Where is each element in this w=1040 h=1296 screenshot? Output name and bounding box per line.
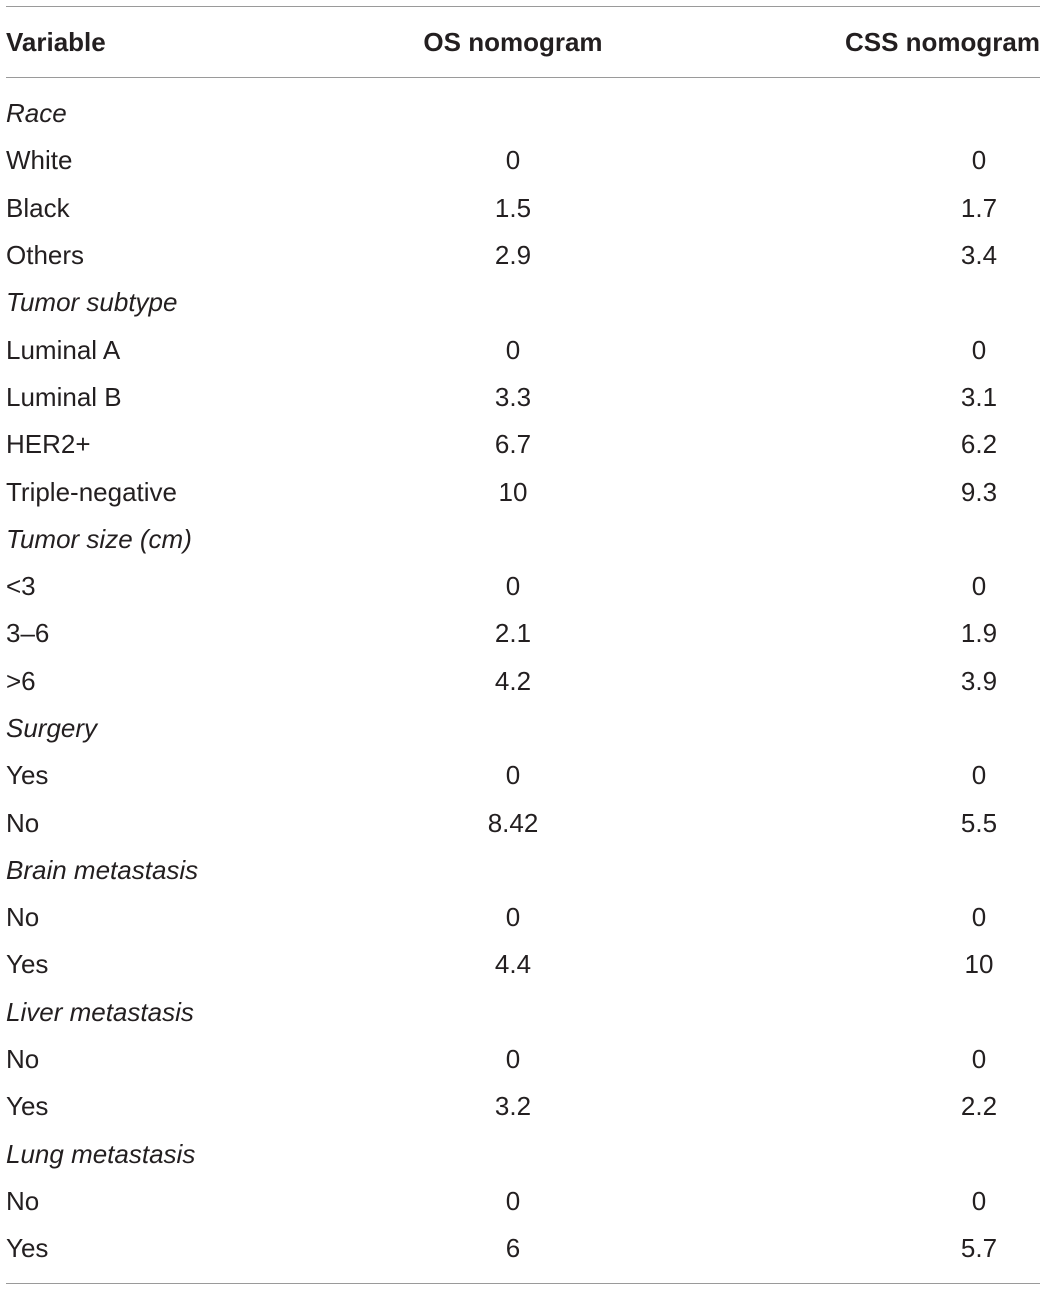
variable-label: 3–6 [6, 618, 50, 649]
variable-label: <3 [6, 571, 36, 602]
table-group-row [6, 279, 1040, 326]
os-points-cell: 0 [505, 1044, 521, 1075]
css-points-cell: 1.7 [960, 192, 998, 223]
table-group-row [6, 516, 1040, 563]
os-points-cell: 2.1 [494, 618, 532, 649]
css-points-cell: 1.9 [960, 618, 998, 649]
table-group-row [6, 1131, 1040, 1178]
css-points-cell: 9.3 [960, 476, 998, 507]
table-row [6, 610, 1040, 657]
group-label: Liver metastasis [6, 996, 194, 1027]
css-points-cell: 3.1 [960, 381, 998, 412]
css-points-cell: 3.4 [960, 240, 998, 271]
table-row [6, 137, 1040, 184]
nomogram-points-table [6, 6, 1040, 1284]
group-label: Tumor subtype [6, 287, 178, 318]
table-row [6, 894, 1040, 941]
css-points-cell: 2.2 [960, 1091, 998, 1122]
css-points-cell: 0 [971, 902, 987, 933]
variable-label: Yes [6, 1091, 49, 1122]
table-row [6, 941, 1040, 988]
variable-label: Luminal A [6, 334, 121, 365]
variable-label: No [6, 807, 40, 838]
css-points-cell: 0 [971, 760, 987, 791]
table-row [6, 468, 1040, 515]
css-points-cell: 0 [971, 1185, 987, 1216]
os-points-cell: 2.9 [494, 240, 532, 271]
os-points-cell: 0 [505, 571, 521, 602]
css-points-cell: 0 [971, 334, 987, 365]
header-variable: Variable [6, 26, 106, 57]
os-points-cell: 0 [505, 145, 521, 176]
table-group-row [6, 705, 1040, 752]
os-points-cell: 6 [505, 1233, 521, 1264]
table-row [6, 374, 1040, 421]
variable-label: Yes [6, 1233, 49, 1264]
table-group-row [6, 847, 1040, 894]
css-points-cell: 5.5 [960, 807, 998, 838]
table-group-row [6, 90, 1040, 137]
table-row [6, 1178, 1040, 1225]
table-bottom-rule [6, 1283, 1040, 1284]
group-label: Brain metastasis [6, 854, 199, 885]
css-points-cell: 10 [964, 949, 994, 980]
group-label: Lung metastasis [6, 1138, 196, 1169]
table-row [6, 185, 1040, 232]
os-points-cell: 1.5 [494, 192, 532, 223]
css-points-cell: 3.9 [960, 665, 998, 696]
table-row [6, 752, 1040, 799]
variable-label: >6 [6, 665, 36, 696]
os-points-cell: 0 [505, 1185, 521, 1216]
table-row [6, 1036, 1040, 1083]
variable-label: No [6, 1185, 40, 1216]
variable-label: Yes [6, 760, 49, 791]
os-points-cell: 10 [498, 476, 528, 507]
css-points-cell: 6.2 [960, 429, 998, 460]
variable-label: HER2+ [6, 429, 91, 460]
css-points-cell: 0 [971, 1044, 987, 1075]
variable-label: White [6, 145, 73, 176]
variable-label: No [6, 1044, 40, 1075]
os-points-cell: 8.42 [487, 807, 539, 838]
os-points-cell: 3.2 [494, 1091, 532, 1122]
group-label: Surgery [6, 713, 98, 743]
table-row [6, 421, 1040, 468]
os-points-cell: 0 [505, 760, 521, 791]
table-header-row [6, 7, 1040, 77]
table-row [6, 799, 1040, 846]
table-body [6, 78, 1040, 1272]
os-points-cell: 4.4 [494, 949, 532, 980]
table-row [6, 232, 1040, 279]
table-row [6, 658, 1040, 705]
variable-label: Triple-negative [6, 476, 178, 507]
os-points-cell: 4.2 [494, 665, 532, 696]
os-points-cell: 6.7 [494, 429, 532, 460]
css-points-cell: 5.7 [960, 1233, 998, 1264]
variable-label: Yes [6, 949, 49, 980]
table-row [6, 563, 1040, 610]
variable-label: Luminal B [6, 381, 122, 412]
variable-label: No [6, 902, 40, 933]
table-row [6, 1225, 1040, 1272]
variable-label: Others [6, 240, 85, 271]
group-label: Tumor size (cm) [6, 523, 192, 554]
header-css-nomogram: CSS nomogram [844, 26, 1040, 57]
css-points-cell: 0 [971, 145, 987, 176]
table-row [6, 326, 1040, 373]
os-points-cell: 0 [505, 334, 521, 365]
table-row [6, 1083, 1040, 1130]
table-group-row [6, 989, 1040, 1036]
os-points-cell: 3.3 [494, 381, 532, 412]
variable-label: Black [6, 192, 70, 223]
header-os-nomogram: OS nomogram [423, 26, 603, 57]
css-points-cell: 0 [971, 571, 987, 602]
os-points-cell: 0 [505, 902, 521, 933]
group-label: Race [6, 98, 67, 129]
